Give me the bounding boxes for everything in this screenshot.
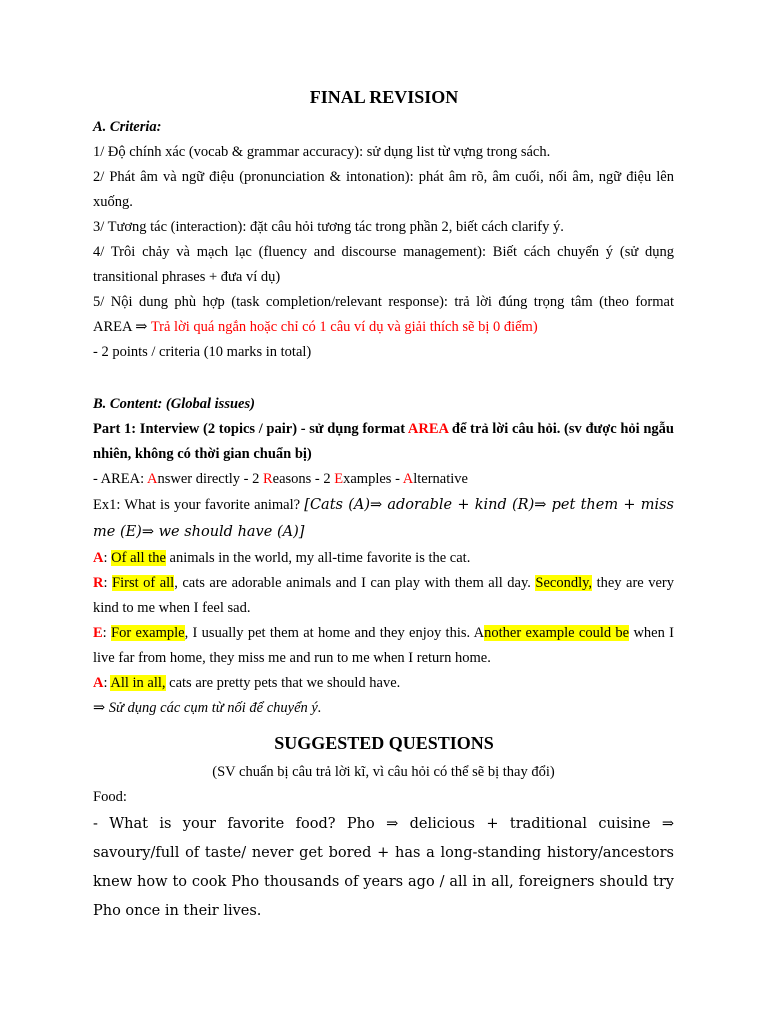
answer-r-highlight-1: First of all	[112, 575, 175, 591]
criteria-heading: A. Criteria:	[93, 119, 162, 135]
answer-r-text-1: , cats are adorable animals and I can play with them all day.	[174, 575, 536, 591]
answer-e-highlight-2: nother example could be	[484, 625, 630, 641]
criteria-item-5-text: 5/ Nội dung phù hợp (task completion/relevant response): trả lời đúng trọng tâm (theo format AREA ⇒	[93, 294, 674, 335]
example-1-hint: [Cats (A)⇒ adorable + kind (R)⇒ pet them + miss me (E)⇒ we should have (A)]	[93, 497, 674, 540]
criteria-points: - 2 points / criteria (10 marks in total)	[93, 344, 312, 360]
criteria-item-2: 2/ Phát âm và ngữ điệu (pronunciation & intonation): phát âm rõ, âm cuối, nối âm, ngữ điệu lên xuống.	[93, 169, 674, 210]
part1-text-b: để trả lời câu hỏi. (sv được hỏi ngẫu nhiên, không có thời gian chuẩn bị)	[93, 421, 674, 462]
area-rest-e: xamples -	[343, 471, 403, 487]
answer-a2-letter: A	[93, 675, 104, 691]
criteria-item-5-warning: Trả lời quá ngắn hoặc chỉ có 1 câu ví dụ và giải thích sẽ bị 0 điểm)	[150, 319, 538, 335]
answer-e-text-1: , I usually pet them at home and they enjoy this. A	[184, 625, 485, 641]
content-section	[93, 392, 674, 721]
area-rest-r: easons - 2	[272, 471, 335, 487]
part1-instructions	[93, 417, 674, 467]
answer-e-letter: E	[93, 625, 103, 641]
area-letter-r: R	[262, 471, 273, 487]
part1-area: AREA	[407, 421, 449, 437]
suggested-section	[93, 760, 674, 926]
answer-r-text-2: they are very kind to me when I feel sad.	[93, 575, 675, 616]
area-letter-e: E	[334, 471, 344, 487]
area-rest-a2: lternative	[413, 471, 468, 487]
area-prefix: - AREA:	[93, 471, 147, 487]
content-heading: B. Content: (Global issues)	[93, 396, 255, 412]
page-title: FINAL REVISION	[309, 87, 459, 107]
part1-text-a: Part 1: Interview (2 topics / pair) - sử dụng format	[93, 421, 408, 437]
criteria-section	[93, 115, 674, 365]
area-letter-a2: A	[402, 471, 414, 487]
answer-e: E: For example, I usually pet them at home and they enjoy this. Another example could be when I live far from home, they miss me and run to me when I return home.	[93, 625, 674, 666]
suggested-questions-title: SUGGESTED QUESTIONS	[274, 733, 494, 753]
answer-a1-letter: A	[93, 550, 104, 566]
criteria-item-3: 3/ Tương tác (interaction): đặt câu hỏi tương tác trong phần 2, biết cách clarify ý.	[93, 219, 564, 235]
answer-r-letter: R	[93, 575, 104, 591]
example-1-question: Ex1: What is your favorite animal?	[93, 497, 305, 513]
criteria-item-4: 4/ Trôi chảy và mạch lạc (fluency and discourse management): Biết cách chuyển ý (sử dụng transitional phrases + đưa ví dụ)	[93, 244, 674, 285]
criteria-item-5	[93, 290, 674, 340]
food-question: - What is your favorite food? Pho ⇒ delicious + traditional cuisine ⇒ savoury/full of taste/ never get bored + has a long-standing history/ancestors knew how to cook Pho thousands of years ago / all in all, foreigners should try Pho once in their lives.	[93, 816, 674, 919]
answer-e-highlight-1: For example	[111, 625, 185, 641]
suggested-subtitle: (SV chuẩn bị câu trả lời kĩ, vì câu hỏi có thể sẽ bị thay đổi)	[212, 764, 555, 780]
criteria-item-1: 1/ Độ chính xác (vocab & grammar accuracy): sử dụng list từ vựng trong sách.	[93, 144, 551, 160]
answer-e-text-2: when I live far from home, they miss me and run to me when I return home.	[93, 625, 674, 666]
answer-a1-highlight: Of all the	[111, 550, 166, 566]
area-rest-a: nswer directly - 2	[157, 471, 263, 487]
area-letter-a: A	[146, 471, 158, 487]
answer-a2-text: cats are pretty pets that we should have.	[165, 675, 401, 691]
answer-a1: A: Of all the animals in the world, my all-time favorite is the cat.	[93, 550, 471, 566]
answer-a2-highlight: All in all,	[110, 675, 166, 691]
answer-a1-text: animals in the world, my all-time favorite is the cat.	[165, 550, 471, 566]
answer-a2: A: All in all, cats are pretty pets that we should have.	[93, 675, 401, 691]
food-label: Food:	[93, 789, 127, 805]
answer-r-highlight-2: Secondly,	[535, 575, 593, 591]
answer-r: R: First of all, cats are adorable animals and I can play with them all day. Secondly, they are very kind to me when I feel sad.	[93, 575, 675, 616]
example-1	[93, 492, 674, 546]
area-definition	[93, 467, 674, 492]
transition-note: ⇒ Sử dụng các cụm từ nối để chuyển ý.	[93, 700, 322, 716]
